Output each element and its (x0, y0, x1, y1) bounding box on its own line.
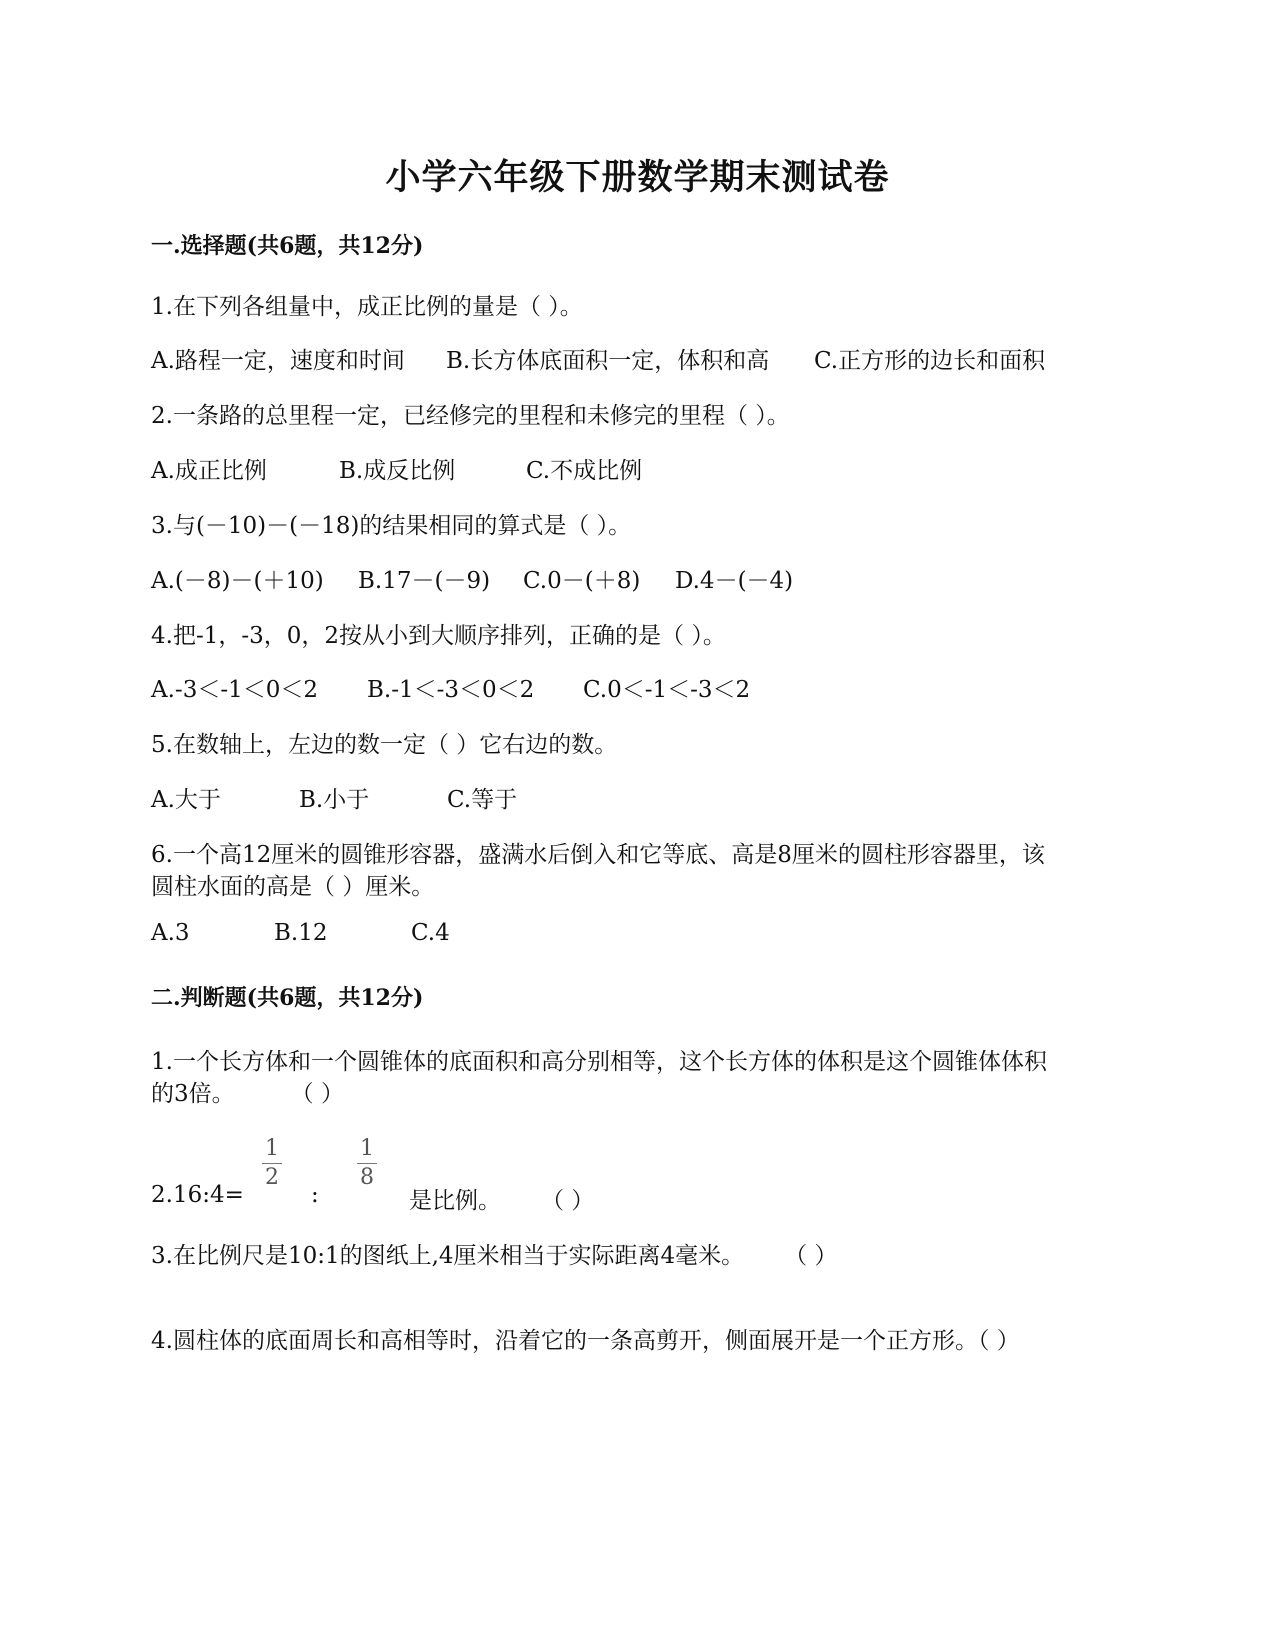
judge-stem-2-suffix (409, 1182, 594, 1215)
options-row-4 (151, 671, 750, 704)
question-stem-6-line2: 圆柱水面的高是（ ）厘米。 (151, 874, 435, 900)
options-row-5 (151, 781, 517, 814)
answer-blank: （ ） (290, 1081, 344, 1107)
fraction-numerator: 1 (265, 1136, 279, 1161)
fraction-denominator: 2 (265, 1165, 279, 1190)
option-b: B.-1＜-3＜0＜2 (367, 677, 535, 703)
options-row-3 (151, 562, 793, 595)
ratio-colon: : (311, 1182, 319, 1208)
fraction-numerator: 1 (360, 1136, 374, 1161)
options-row-2 (151, 452, 642, 485)
option-d: D.4－(－4) (675, 568, 794, 594)
fraction-bar (262, 1163, 282, 1164)
option-c: C.正方形的边长和面积 (814, 348, 1046, 374)
option-b: B.17－(－9) (358, 568, 491, 594)
option-b: B.成反比例 (339, 458, 456, 484)
answer-blank: （ ） (784, 1243, 838, 1269)
option-c: C.0－(＋8) (523, 568, 641, 594)
fraction-denominator: 8 (360, 1165, 374, 1190)
options-row-6 (151, 920, 450, 946)
judge-stem-3 (151, 1237, 837, 1270)
fraction-one-eighth (355, 1136, 379, 1191)
option-a: A.3 (151, 920, 190, 946)
question-stem-2: 2.一条路的总里程一定，已经修完的里程和未修完的里程（ ）。 (151, 403, 790, 429)
option-a: A.路程一定，速度和时间 (151, 348, 405, 374)
answer-blank: （ ） (541, 1188, 595, 1214)
judge-stem-2-text: 是比例。 (409, 1188, 501, 1214)
option-a: A.成正比例 (151, 458, 267, 484)
option-c: C.不成比例 (526, 458, 643, 484)
judge-stem-3-text: 3.在比例尺是10:1的图纸上,4厘米相当于实际距离4毫米。 (151, 1243, 745, 1269)
judge-stem-1-line2 (151, 1075, 344, 1108)
question-stem-5: 5.在数轴上，左边的数一定（ ）它右边的数。 (151, 732, 618, 758)
option-a: A.-3＜-1＜0＜2 (151, 677, 318, 703)
option-b: B.长方体底面积一定，体积和高 (446, 348, 770, 374)
section-heading-choice: 一.选择题(共6题，共12分) (151, 233, 424, 259)
question-stem-4: 4.把-1，-3，0，2按从小到大顺序排列，正确的是（ ）。 (151, 623, 726, 649)
options-row-1 (151, 342, 1045, 375)
fraction-one-half (260, 1136, 284, 1191)
option-b: B.小于 (299, 787, 370, 813)
fraction-bar (357, 1163, 377, 1164)
judge-stem-4: 4.圆柱体的底面周长和高相等时，沿着它的一条高剪开，侧面展开是一个正方形。（ ） (151, 1328, 1020, 1354)
option-c: C.0＜-1＜-3＜2 (583, 677, 751, 703)
page-title: 小学六年级下册数学期末测试卷 (385, 157, 890, 198)
question-stem-6-line1: 6.一个高12厘米的圆锥形容器，盛满水后倒入和它等底、高是8厘米的圆柱形容器里，该 (151, 842, 1045, 868)
option-a: A.(－8)－(＋10) (151, 568, 324, 594)
judge-stem-1-text: 的3倍。 (151, 1081, 235, 1107)
judge-stem-2-prefix: 2.16:4= (151, 1182, 244, 1208)
option-a: A.大于 (151, 787, 221, 813)
option-c: C.等于 (447, 787, 518, 813)
section-heading-judgement: 二.判断题(共6题，共12分) (151, 985, 424, 1011)
question-stem-1: 1.在下列各组量中，成正比例的量是（ ）。 (151, 294, 583, 320)
option-c: C.4 (411, 920, 450, 946)
judge-stem-1-line1: 1.一个长方体和一个圆锥体的底面积和高分别相等，这个长方体的体积是这个圆锥体体积 (151, 1049, 1047, 1075)
option-b: B.12 (274, 920, 328, 946)
question-stem-3: 3.与(－10)－(－18)的结果相同的算式是（ ）。 (151, 513, 632, 539)
